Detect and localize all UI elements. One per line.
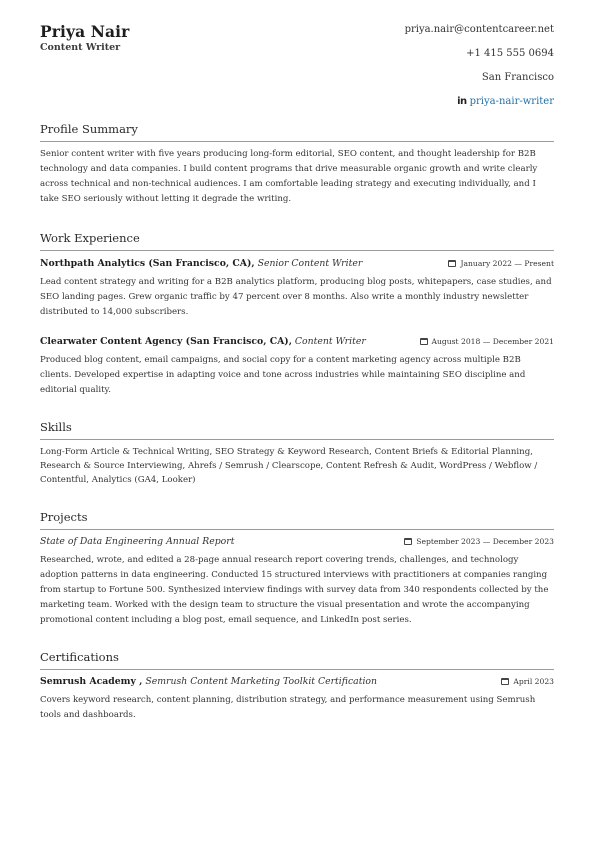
section-title-projects: Projects bbox=[40, 510, 554, 530]
calendar-icon bbox=[448, 260, 456, 267]
job-title: Senior Content Writer bbox=[257, 258, 363, 269]
project-description: Researched, wrote, and edited a 28-page annual research report covering trends, challenges, and technology adoption patterns in data engineering. Conducted 15 structured interviews with practitioners at companies ranging from startup to Fortune 500. Synthesized interview findings with survey data from 340 respondents collected by the marketing team. Worked with the design team to structure the visual presentation and wrote the accompanying promotional content including a blog post, email sequence, and LinkedIn post series. bbox=[40, 555, 549, 625]
entry-header bbox=[40, 336, 554, 350]
date: April 2023 bbox=[501, 677, 554, 686]
linkedin-icon: in bbox=[457, 96, 467, 107]
section-title-certifications: Certifications bbox=[40, 650, 554, 670]
phone-number: +1 415 555 0694 bbox=[466, 48, 554, 59]
certification-entry bbox=[40, 676, 554, 723]
experience-description: Lead content strategy and writing for a B2B analytics platform, producing blog posts, whitepapers, case studies, and SEO landing pages. Grew organic traffic by 47 percent over 8 months. Also write a monthly industry newsletter distributed to 14,000 subscribers. bbox=[40, 277, 552, 317]
contact-block bbox=[405, 24, 554, 120]
entry-header bbox=[40, 536, 554, 550]
candidate-role: Content Writer bbox=[40, 42, 121, 53]
date-range: September 2023 — December 2023 bbox=[404, 537, 554, 546]
certification-description: Covers keyword research, content planning, distribution strategy, and performance measurement using Semrush tools and dashboards. bbox=[40, 695, 536, 720]
section-title-skills: Skills bbox=[40, 420, 554, 440]
skills-section bbox=[40, 420, 554, 487]
entry-header bbox=[40, 676, 554, 690]
date-range: January 2022 — Present bbox=[448, 259, 554, 268]
project-name: State of Data Engineering Annual Report bbox=[40, 536, 235, 547]
entry-header bbox=[40, 258, 554, 272]
job-title: Content Writer bbox=[294, 336, 366, 347]
experience-description: Produced blog content, email campaigns, and social copy for a content marketing agency across multiple B2B clients. Developed expertise in adapting voice and tone across industries while maintaining SEO discipline and editorial quality. bbox=[40, 355, 526, 395]
issuer-name: Semrush Academy , bbox=[40, 676, 143, 687]
experience-entry bbox=[40, 258, 554, 320]
linkedin-link[interactable]: priya-nair-writer bbox=[469, 96, 554, 107]
profile-section bbox=[40, 122, 554, 207]
section-title-experience: Work Experience bbox=[40, 231, 554, 251]
resume-header bbox=[40, 22, 554, 122]
calendar-icon bbox=[420, 338, 428, 345]
section-title-profile: Profile Summary bbox=[40, 122, 554, 142]
candidate-name: Priya Nair bbox=[40, 22, 130, 41]
linkedin-entry bbox=[405, 96, 554, 108]
location: San Francisco bbox=[481, 72, 554, 83]
date-range: August 2018 — December 2021 bbox=[420, 337, 555, 346]
certifications-section bbox=[40, 650, 554, 723]
calendar-icon bbox=[404, 538, 412, 545]
experience-section bbox=[40, 231, 554, 398]
calendar-icon bbox=[501, 678, 509, 685]
experience-entry bbox=[40, 336, 554, 398]
employer-name: Clearwater Content Agency (San Francisco, CA), bbox=[40, 336, 292, 347]
employer-name: Northpath Analytics (San Francisco, CA), bbox=[40, 258, 255, 269]
skills-text: Long-Form Article & Technical Writing, SEO Strategy & Keyword Research, Content Briefs & Editorial Planning, Research & Source Interviewing, Ahrefs / Semrush / Clearscope, Content Refresh & Audit, WordPress / Webflow / Contentful, Analytics (GA4, Looker) bbox=[40, 447, 538, 485]
projects-section bbox=[40, 510, 554, 628]
certification-name: Semrush Content Marketing Toolkit Certification bbox=[145, 676, 378, 687]
profile-summary-text: Senior content writer with five years producing long-form editorial, SEO content, and thought leadership for B2B technology and data companies. I build content programs that drive measurable organic growth and write clearly across technical and non-technical audiences. I am comfortable leading strategy and executing individually, and I take SEO seriously without letting it degrade the writing. bbox=[40, 149, 538, 204]
project-entry bbox=[40, 536, 554, 628]
email-link[interactable]: priya.nair@contentcareer.net bbox=[404, 24, 554, 35]
